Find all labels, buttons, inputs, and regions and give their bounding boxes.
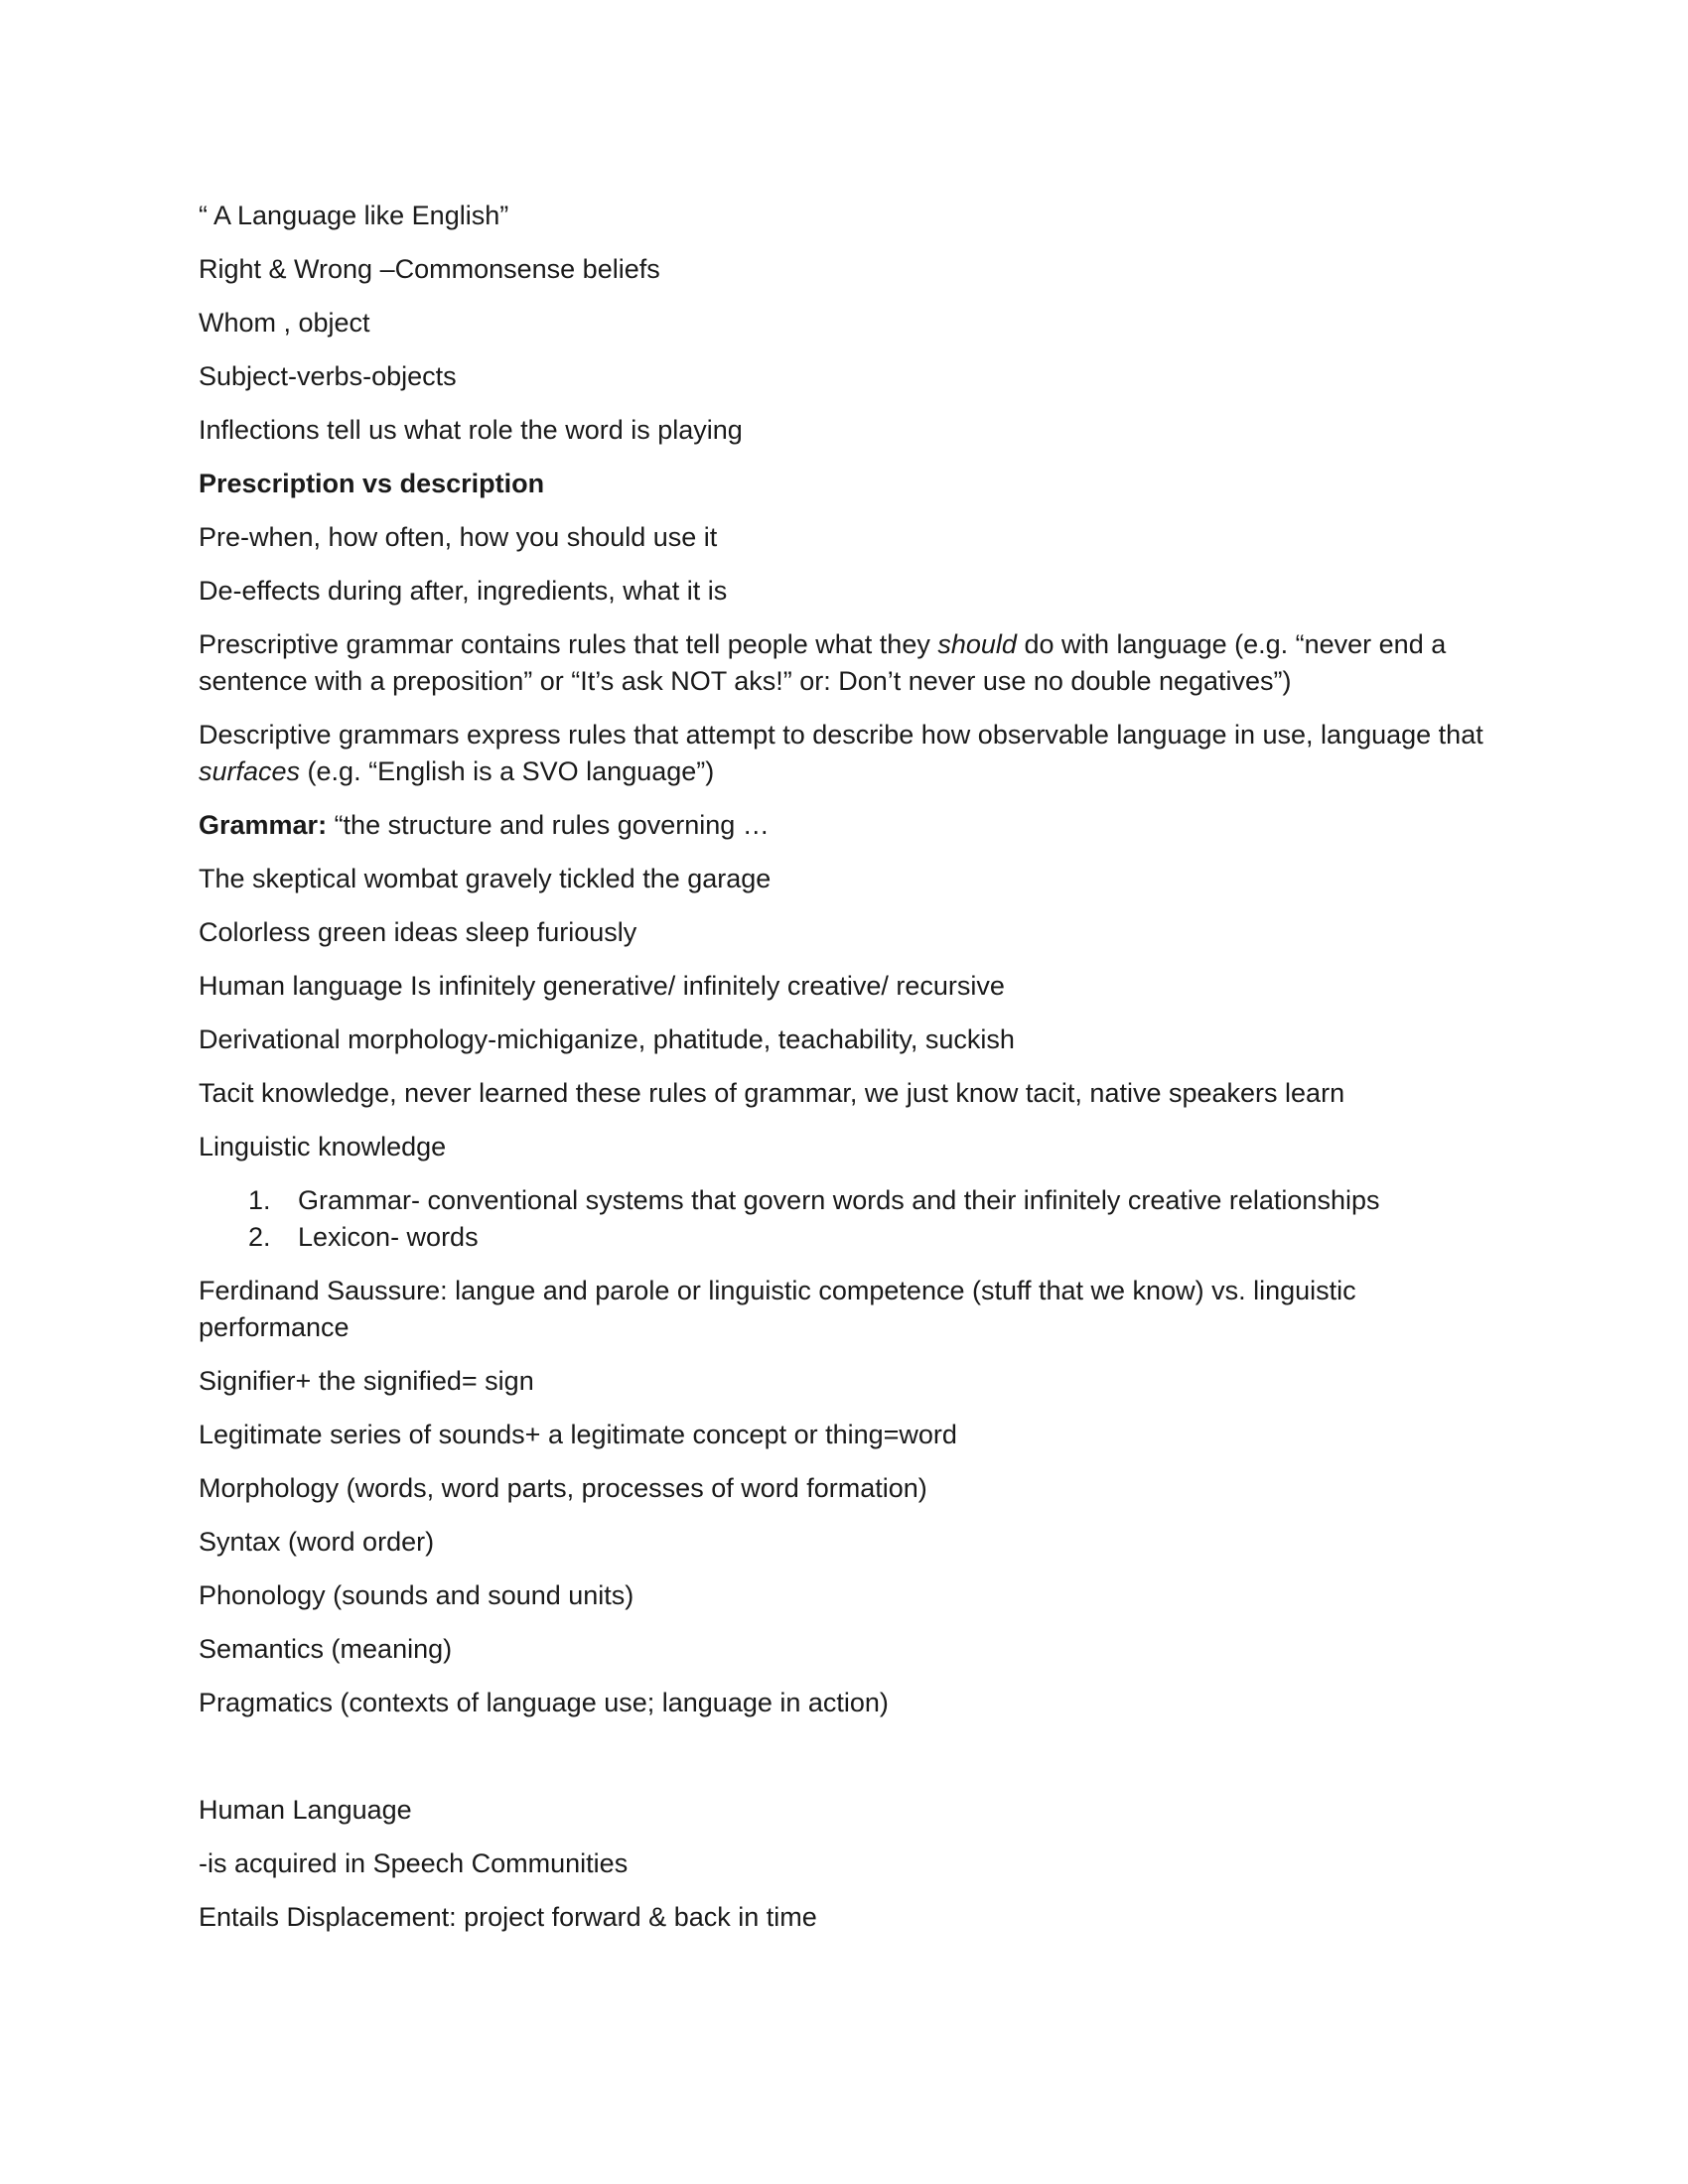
section-heading: Prescription vs description xyxy=(199,469,545,498)
grammar-definition xyxy=(199,807,1499,844)
text-line: Ferdinand Saussure: langue and parole or linguistic competence (stuff that we know) vs. linguistic performance xyxy=(199,1276,1356,1342)
text-line: Right & Wrong –Commonsense beliefs xyxy=(199,254,660,284)
blank-line xyxy=(199,1738,1499,1792)
text-line: Human language Is infinitely generative/ infinitely creative/ recursive xyxy=(199,971,1005,1001)
italic-run: should xyxy=(937,629,1017,659)
text-run: (e.g. “English is a SVO language”) xyxy=(300,756,715,786)
text-line: The skeptical wombat gravely tickled the garage xyxy=(199,864,772,893)
prescriptive-paragraph xyxy=(199,626,1499,700)
text-line: Morphology (words, word parts, processes of word formation) xyxy=(199,1473,927,1503)
list-number: 1. xyxy=(248,1185,271,1215)
text-line: Human Language xyxy=(199,1795,412,1825)
text-line: Tacit knowledge, never learned these rules of grammar, we just know tacit, native speakers learn xyxy=(199,1078,1345,1108)
text-line: Subject-verbs-objects xyxy=(199,361,457,391)
text-line: Syntax (word order) xyxy=(199,1527,435,1557)
text-line: Entails Displacement: project forward & back in time xyxy=(199,1902,817,1932)
bold-run: Grammar: xyxy=(199,810,328,840)
text-run: Descriptive grammars express rules that attempt to describe how observable language in use, language that xyxy=(199,720,1483,750)
text-run: “the structure and rules governing … xyxy=(327,810,770,840)
list-item xyxy=(199,1182,1499,1219)
text-line: Signifier+ the signified= sign xyxy=(199,1366,534,1396)
text-run: do with language (e.g. “never end a sentence with a preposition” or “It’s ask NOT aks!” or: Don’t never use no double negatives”) xyxy=(199,629,1447,696)
text-run: Prescriptive grammar contains rules that tell people what they xyxy=(199,629,938,659)
italic-run: surfaces xyxy=(199,756,301,786)
list-text: Grammar- conventional systems that govern words and their infinitely creative relationships xyxy=(298,1185,1380,1215)
list-text: Lexicon- words xyxy=(298,1222,479,1252)
text-line: “ A Language like English” xyxy=(199,201,509,230)
text-line: Derivational morphology-michiganize, phatitude, teachability, suckish xyxy=(199,1024,1015,1054)
text-line: Linguistic knowledge xyxy=(199,1132,447,1161)
text-line: Pre-when, how often, how you should use it xyxy=(199,522,718,552)
descriptive-paragraph xyxy=(199,717,1499,790)
text-line: Inflections tell us what role the word is playing xyxy=(199,415,743,445)
text-line: Legitimate series of sounds+ a legitimate concept or thing=word xyxy=(199,1420,957,1449)
text-line: Whom , object xyxy=(199,308,370,338)
numbered-list xyxy=(199,1182,1499,1256)
document-body xyxy=(199,198,1499,1953)
text-line: Colorless green ideas sleep furiously xyxy=(199,917,637,947)
text-line: Semantics (meaning) xyxy=(199,1634,453,1664)
list-item xyxy=(199,1219,1499,1256)
list-number: 2. xyxy=(248,1222,271,1252)
text-line: -is acquired in Speech Communities xyxy=(199,1848,629,1878)
text-line: Pragmatics (contexts of language use; language in action) xyxy=(199,1688,889,1717)
text-line: Phonology (sounds and sound units) xyxy=(199,1580,634,1610)
text-line: De-effects during after, ingredients, what it is xyxy=(199,576,728,606)
